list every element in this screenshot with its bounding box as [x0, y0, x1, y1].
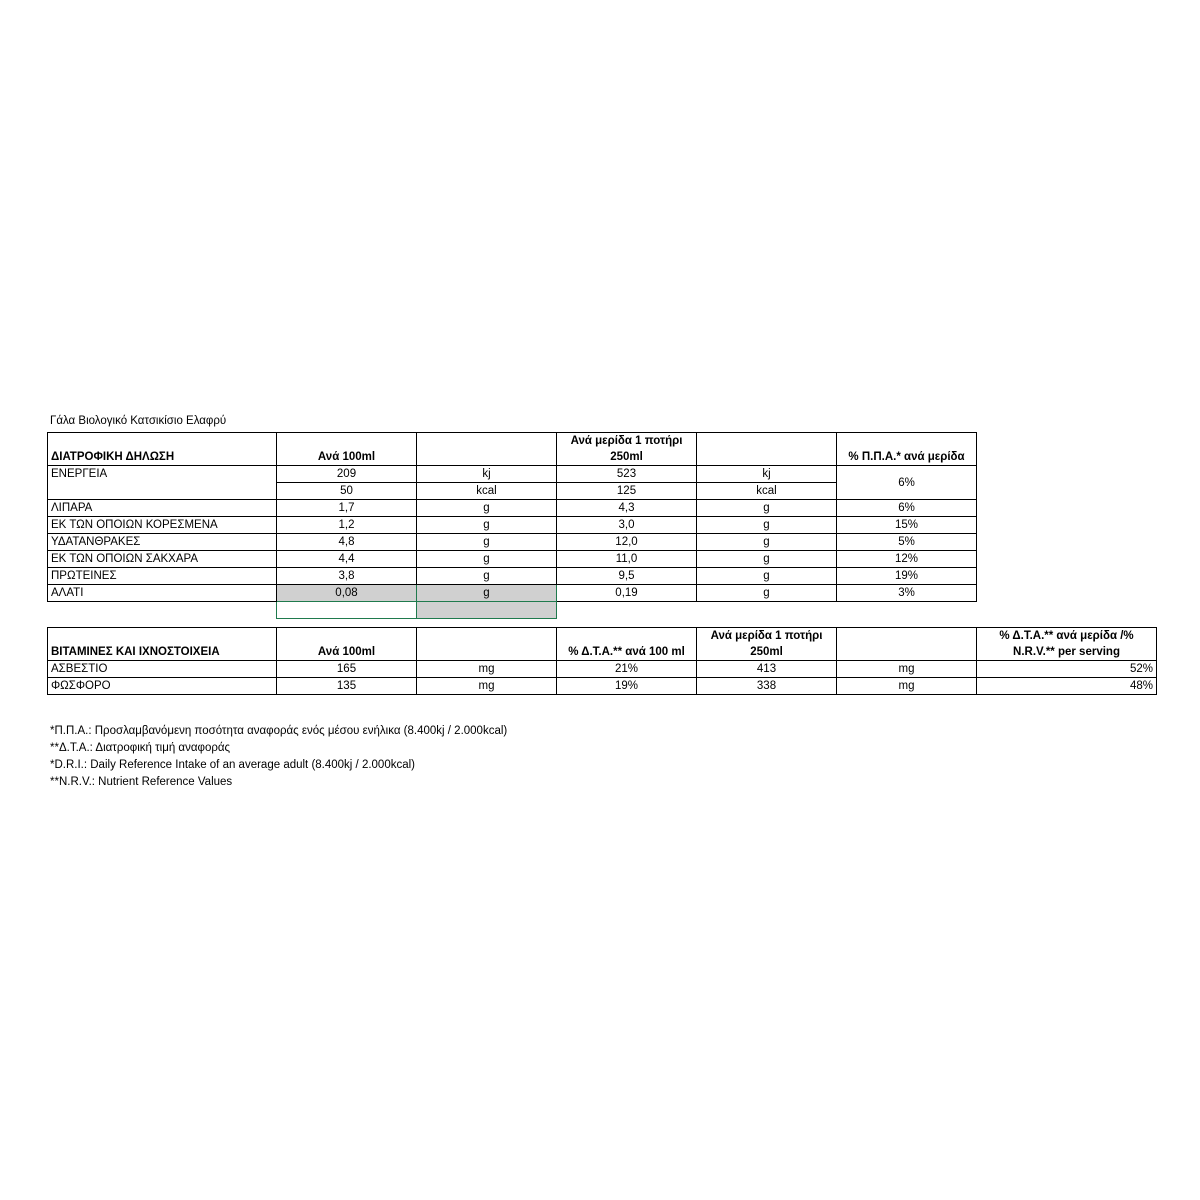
cell-energy-kj-per100: 209 [277, 466, 417, 483]
row-label-energy: ΕΝΕΡΓΕΙΑ [48, 466, 277, 483]
table-row [48, 585, 977, 602]
cell-pct100: 21% [557, 661, 697, 678]
cell-per-serving: 12,0 [557, 534, 697, 551]
row-label: ΦΩΣΦΟΡΟ [48, 678, 277, 695]
table-row [48, 568, 977, 585]
header-nutrition-declaration: ΔΙΑΤΡΟΦΙΚΗ ΔΗΛΩΣΗ [48, 433, 277, 466]
cell-per-serving: 0,19 [557, 585, 697, 602]
footnote-dta: **Δ.Τ.Α.: Διατροφική τιμή αναφοράς [50, 742, 231, 754]
cell-per-serving: 11,0 [557, 551, 697, 568]
header-unit [417, 628, 557, 661]
cell-pct: 3% [837, 585, 977, 602]
cell-energy-kj-unit: kj [417, 466, 557, 483]
cell-per100: 135 [277, 678, 417, 695]
cell-unit-serving: g [697, 517, 837, 534]
selection-extension-row [48, 602, 977, 619]
row-label: ΕΚ ΤΩΝ ΟΠΟΙΩΝ ΚΟΡΕΣΜΕΝΑ [48, 517, 277, 534]
cell-pct: 5% [837, 534, 977, 551]
header-nrv-per-serving: % Δ.Τ.Α.** ανά μερίδα /% N.R.V.** per serving [977, 628, 1157, 661]
header-vitamins-minerals: ΒΙΤΑΜΙΝΕΣ ΚΑΙ ΙΧΝΟΣΤΟΙΧΕΙΑ [48, 628, 277, 661]
cell-unit: mg [417, 678, 557, 695]
cell-unit-serving: g [697, 534, 837, 551]
header-per-serving: Ανά μερίδα 1 ποτήρι 250ml [557, 433, 697, 466]
cell-unit: g [417, 517, 557, 534]
cell-pct: 15% [837, 517, 977, 534]
table-row [48, 661, 1157, 678]
vitamins-minerals-table [47, 627, 1157, 695]
row-label: ΛΙΠΑΡΑ [48, 500, 277, 517]
cell-unit: g [417, 568, 557, 585]
cell-unit-selected[interactable]: g [417, 585, 557, 602]
cell-energy-kj-serving: 523 [557, 466, 697, 483]
empty-cell [837, 602, 977, 619]
empty-cell [697, 602, 837, 619]
table-row [48, 678, 1157, 695]
cell-per-serving: 338 [697, 678, 837, 695]
footnote-pdi: *Π.Π.Α.: Προσλαμβανόμενη ποσότητα αναφοράς ενός μέσου ενήλικα (8.400kj / 2.000kcal) [50, 725, 508, 737]
empty-cell [48, 602, 277, 619]
empty-cell [557, 602, 697, 619]
cell-pct: 6% [837, 500, 977, 517]
cell-per-serving: 4,3 [557, 500, 697, 517]
cell-unit-serving: mg [837, 678, 977, 695]
nutrition-declaration-table [47, 432, 977, 619]
row-label: ΕΚ ΤΩΝ ΟΠΟΙΩΝ ΣΑΚΧΑΡΑ [48, 551, 277, 568]
header-unit-serving [697, 433, 837, 466]
header-per-100ml: Ανά 100ml [277, 628, 417, 661]
cell-unit: g [417, 500, 557, 517]
selected-gray-cell[interactable] [417, 602, 557, 619]
cell-per-serving: 413 [697, 661, 837, 678]
cell-unit: g [417, 534, 557, 551]
row-label: ΑΣΒΕΣΤΙΟ [48, 661, 277, 678]
cell-unit: g [417, 551, 557, 568]
cell-per100: 1,2 [277, 517, 417, 534]
cell-per100-selected[interactable]: 0,08 [277, 585, 417, 602]
table-row [48, 534, 977, 551]
header-unit-serving [837, 628, 977, 661]
product-title: Γάλα Βιολογικό Κατσικίσιο Ελαφρύ [50, 415, 227, 427]
cell-energy-kcal-per100: 50 [277, 483, 417, 500]
selected-empty-cell[interactable] [277, 602, 417, 619]
footnote-nrv: **N.R.V.: Nutrient Reference Values [50, 776, 233, 788]
cell-pct-serving: 48% [977, 678, 1157, 695]
header-per-serving: Ανά μερίδα 1 ποτήρι 250ml [697, 628, 837, 661]
cell-pct: 12% [837, 551, 977, 568]
row-label-energy-empty [48, 483, 277, 500]
cell-unit-serving: g [697, 585, 837, 602]
row-label: ΥΔΑΤΑΝΘΡΑΚΕΣ [48, 534, 277, 551]
cell-pct100: 19% [557, 678, 697, 695]
cell-per100: 1,7 [277, 500, 417, 517]
cell-pct: 19% [837, 568, 977, 585]
cell-per-serving: 9,5 [557, 568, 697, 585]
cell-per100: 165 [277, 661, 417, 678]
cell-energy-kj-unit-serving: kj [697, 466, 837, 483]
row-label: ΠΡΩΤΕΙΝΕΣ [48, 568, 277, 585]
table-row [48, 517, 977, 534]
cell-unit: mg [417, 661, 557, 678]
cell-energy-kcal-serving: 125 [557, 483, 697, 500]
table-row-energy-kj [48, 466, 977, 483]
cell-unit-serving: g [697, 568, 837, 585]
cell-unit-serving: g [697, 551, 837, 568]
cell-energy-kcal-unit: kcal [417, 483, 557, 500]
cell-per100: 4,4 [277, 551, 417, 568]
cell-per-serving: 3,0 [557, 517, 697, 534]
table-row [48, 500, 977, 517]
row-label: ΑΛΑΤΙ [48, 585, 277, 602]
footnotes [50, 723, 507, 791]
cell-unit-serving: g [697, 500, 837, 517]
header-unit [417, 433, 557, 466]
header-nrv-per-100ml: % Δ.Τ.Α.** ανά 100 ml [557, 628, 697, 661]
cell-per100: 3,8 [277, 568, 417, 585]
header-per-100ml: Ανά 100ml [277, 433, 417, 466]
table-row [48, 551, 977, 568]
cell-energy-kcal-unit-serving: kcal [697, 483, 837, 500]
footnote-dri: *D.R.I.: Daily Reference Intake of an average adult (8.400kj / 2.000kcal) [50, 759, 416, 771]
cell-pct-serving: 52% [977, 661, 1157, 678]
cell-unit-serving: mg [837, 661, 977, 678]
header-ri-percent: % Π.Π.Α.* ανά μερίδα [837, 433, 977, 466]
cell-energy-pct: 6% [837, 466, 977, 500]
cell-per100: 4,8 [277, 534, 417, 551]
